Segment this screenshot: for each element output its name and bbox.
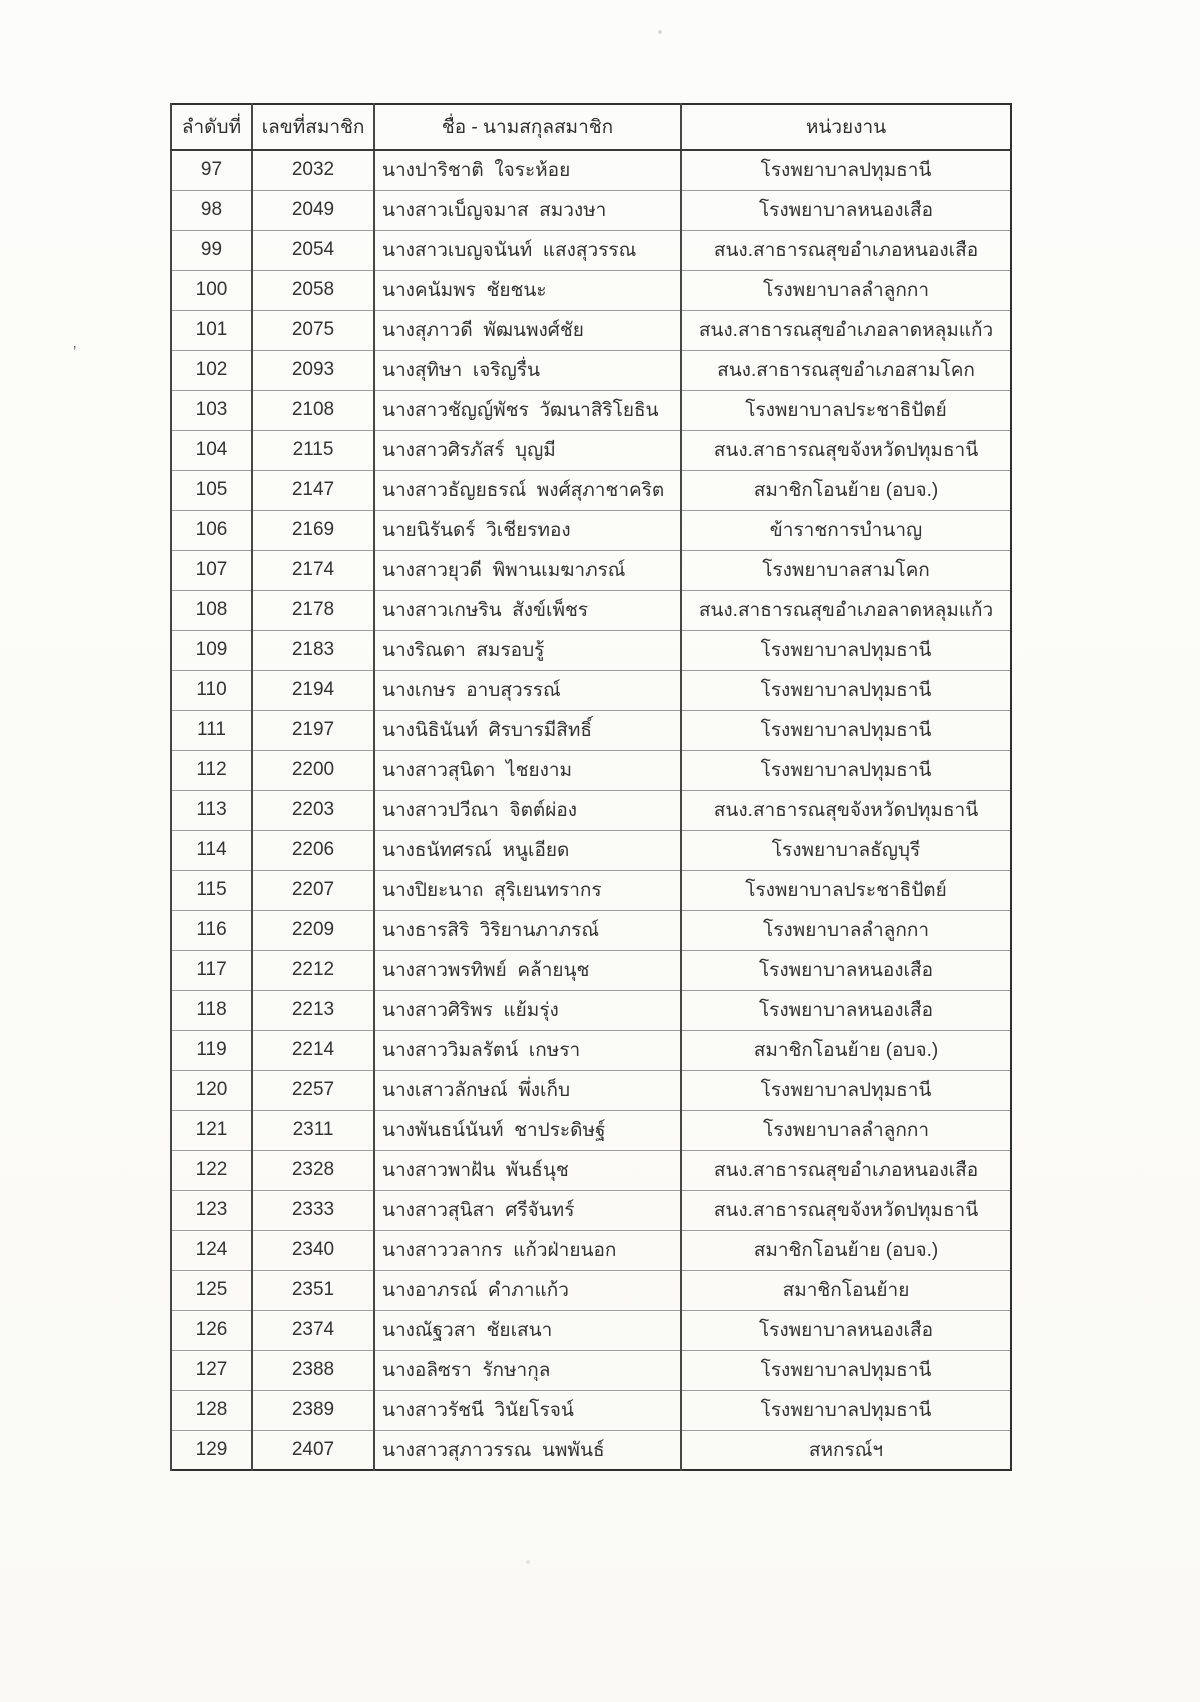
order-number-cell: 129: [171, 1430, 252, 1470]
table-row: [171, 150, 1011, 190]
table-row: [171, 1070, 1011, 1110]
order-number-cell: 127: [171, 1350, 252, 1390]
order-number-cell: 106: [171, 510, 252, 550]
member-name-cell: นางสุทิษา เจริญรื่น: [374, 350, 681, 390]
unit-cell: สมาชิกโอนย้าย (อบจ.): [681, 1230, 1011, 1270]
table-row: [171, 550, 1011, 590]
member-name-cell: นางสาวพาฝัน พันธ์นุช: [374, 1150, 681, 1190]
member-number-cell: 2374: [252, 1310, 374, 1350]
member-number-cell: 2115: [252, 430, 374, 470]
order-number-cell: 109: [171, 630, 252, 670]
member-number-cell: 2093: [252, 350, 374, 390]
member-name-cell: นางเสาวลักษณ์ พึ่งเก็บ: [374, 1070, 681, 1110]
member-name-cell: นางสาววลากร แก้วฝ่ายนอก: [374, 1230, 681, 1270]
member-number-cell: 2257: [252, 1070, 374, 1110]
order-number-cell: 124: [171, 1230, 252, 1270]
unit-cell: สมาชิกโอนย้าย (อบจ.): [681, 470, 1011, 510]
member-number-cell: 2075: [252, 310, 374, 350]
member-number-cell: 2212: [252, 950, 374, 990]
order-number-cell: 126: [171, 1310, 252, 1350]
unit-cell: โรงพยาบาลหนองเสือ: [681, 950, 1011, 990]
member-number-cell: 2311: [252, 1110, 374, 1150]
table-row: [171, 350, 1011, 390]
member-name-cell: นางปาริชาติ ใจระห้อย: [374, 150, 681, 190]
table-row: [171, 750, 1011, 790]
unit-cell: โรงพยาบาลลำลูกกา: [681, 910, 1011, 950]
table-row: [171, 190, 1011, 230]
unit-cell: สนง.สาธารณสุขจังหวัดปทุมธานี: [681, 790, 1011, 830]
column-header-member-no: เลขที่สมาชิก: [252, 104, 374, 150]
table-row: [171, 470, 1011, 510]
member-number-cell: 2389: [252, 1390, 374, 1430]
member-number-cell: 2197: [252, 710, 374, 750]
table-row: [171, 790, 1011, 830]
member-name-cell: นางณัฐวสา ชัยเสนา: [374, 1310, 681, 1350]
order-number-cell: 99: [171, 230, 252, 270]
unit-cell: สนง.สาธารณสุขจังหวัดปทุมธานี: [681, 430, 1011, 470]
unit-cell: โรงพยาบาลประชาธิปัตย์: [681, 870, 1011, 910]
order-number-cell: 107: [171, 550, 252, 590]
unit-cell: โรงพยาบาลสามโคก: [681, 550, 1011, 590]
order-number-cell: 98: [171, 190, 252, 230]
column-header-order-no: ลำดับที่: [171, 104, 252, 150]
member-name-cell: นางอลิซรา รักษากุล: [374, 1350, 681, 1390]
member-name-cell: นางสาวชัญญ์พัชร วัฒนาสิริโยธิน: [374, 390, 681, 430]
table-row: [171, 310, 1011, 350]
member-name-cell: นางสาวสุนิดา ไชยงาม: [374, 750, 681, 790]
table-row: [171, 710, 1011, 750]
table-row: [171, 870, 1011, 910]
table-row: [171, 390, 1011, 430]
member-number-cell: 2147: [252, 470, 374, 510]
order-number-cell: 114: [171, 830, 252, 870]
member-number-cell: 2340: [252, 1230, 374, 1270]
unit-cell: โรงพยาบาลหนองเสือ: [681, 1310, 1011, 1350]
member-name-cell: นางอาภรณ์ คำภาแก้ว: [374, 1270, 681, 1310]
member-number-cell: 2213: [252, 990, 374, 1030]
order-number-cell: 102: [171, 350, 252, 390]
member-name-cell: นางสาวเบ็ญจมาส สมวงษา: [374, 190, 681, 230]
unit-cell: โรงพยาบาลหนองเสือ: [681, 990, 1011, 1030]
table-row: [171, 1350, 1011, 1390]
order-number-cell: 97: [171, 150, 252, 190]
unit-cell: โรงพยาบาลปทุมธานี: [681, 1350, 1011, 1390]
member-name-cell: นางพันธน์นันท์ ชาประดิษฐ์: [374, 1110, 681, 1150]
table-row: [171, 430, 1011, 470]
column-header-member-name: ชื่อ - นามสกุลสมาชิก: [374, 104, 681, 150]
order-number-cell: 120: [171, 1070, 252, 1110]
order-number-cell: 100: [171, 270, 252, 310]
unit-cell: โรงพยาบาลปทุมธานี: [681, 150, 1011, 190]
scan-artifact-mark: ’: [73, 343, 77, 360]
member-number-cell: 2178: [252, 590, 374, 630]
order-number-cell: 119: [171, 1030, 252, 1070]
unit-cell: โรงพยาบาลลำลูกกา: [681, 270, 1011, 310]
unit-cell: โรงพยาบาลหนองเสือ: [681, 190, 1011, 230]
member-name-cell: นางสาวเกษริน สังข์เพ็ชร: [374, 590, 681, 630]
order-number-cell: 111: [171, 710, 252, 750]
unit-cell: สนง.สาธารณสุขจังหวัดปทุมธานี: [681, 1190, 1011, 1230]
member-name-cell: นางสาวปวีณา จิตต์ผ่อง: [374, 790, 681, 830]
table-row: [171, 830, 1011, 870]
member-number-cell: 2214: [252, 1030, 374, 1070]
member-number-cell: 2206: [252, 830, 374, 870]
member-number-cell: 2058: [252, 270, 374, 310]
member-name-cell: นางนิธินันท์ ศิรบารมีสิทธิ์: [374, 710, 681, 750]
unit-cell: สนง.สาธารณสุขอำเภอหนองเสือ: [681, 230, 1011, 270]
unit-cell: โรงพยาบาลปทุมธานี: [681, 1390, 1011, 1430]
member-name-cell: นางสาววิมลรัตน์ เกษรา: [374, 1030, 681, 1070]
table-row: [171, 270, 1011, 310]
member-name-cell: นางสาวสุนิสา ศรีจันทร์: [374, 1190, 681, 1230]
order-number-cell: 123: [171, 1190, 252, 1230]
unit-cell: โรงพยาบาลปทุมธานี: [681, 1070, 1011, 1110]
member-table-body: [171, 150, 1011, 1470]
unit-cell: โรงพยาบาลประชาธิปัตย์: [681, 390, 1011, 430]
member-name-cell: นางสาวยุวดี พิพานเมฆาภรณ์: [374, 550, 681, 590]
member-name-cell: นางปิยะนาถ สุริเยนทรากร: [374, 870, 681, 910]
member-number-cell: 2194: [252, 670, 374, 710]
order-number-cell: 103: [171, 390, 252, 430]
table-row: [171, 1390, 1011, 1430]
unit-cell: สนง.สาธารณสุขอำเภอสามโคก: [681, 350, 1011, 390]
table-row: [171, 590, 1011, 630]
unit-cell: สนง.สาธารณสุขอำเภอลาดหลุมแก้ว: [681, 590, 1011, 630]
unit-cell: โรงพยาบาลลำลูกกา: [681, 1110, 1011, 1150]
member-name-cell: นางสาวรัชนี วินัยโรจน์: [374, 1390, 681, 1430]
unit-cell: สนง.สาธารณสุขอำเภอหนองเสือ: [681, 1150, 1011, 1190]
member-number-cell: 2108: [252, 390, 374, 430]
member-name-cell: นางสาวสุภาวรรณ นพพันธ์: [374, 1430, 681, 1470]
unit-cell: สนง.สาธารณสุขอำเภอลาดหลุมแก้ว: [681, 310, 1011, 350]
table-row: [171, 1310, 1011, 1350]
table-row: [171, 670, 1011, 710]
order-number-cell: 113: [171, 790, 252, 830]
table-row: [171, 1150, 1011, 1190]
member-number-cell: 2207: [252, 870, 374, 910]
table-row: [171, 230, 1011, 270]
order-number-cell: 104: [171, 430, 252, 470]
order-number-cell: 116: [171, 910, 252, 950]
table-row: [171, 950, 1011, 990]
member-name-cell: นางสาวเบญจนันท์ แสงสุวรรณ: [374, 230, 681, 270]
table-row: [171, 630, 1011, 670]
order-number-cell: 115: [171, 870, 252, 910]
unit-cell: โรงพยาบาลปทุมธานี: [681, 710, 1011, 750]
table-row: [171, 1230, 1011, 1270]
member-name-cell: นางคนัมพร ชัยชนะ: [374, 270, 681, 310]
member-number-cell: 2054: [252, 230, 374, 270]
table-row: [171, 910, 1011, 950]
order-number-cell: 101: [171, 310, 252, 350]
order-number-cell: 118: [171, 990, 252, 1030]
unit-cell: โรงพยาบาลปทุมธานี: [681, 630, 1011, 670]
member-name-cell: นางสาวพรทิพย์ คล้ายนุช: [374, 950, 681, 990]
table-row: [171, 1430, 1011, 1470]
member-number-cell: 2174: [252, 550, 374, 590]
member-name-cell: นายนิรันดร์ วิเชียรทอง: [374, 510, 681, 550]
member-name-cell: นางสาวศิริพร แย้มรุ่ง: [374, 990, 681, 1030]
column-header-unit: หน่วยงาน: [681, 104, 1011, 150]
member-number-cell: 2049: [252, 190, 374, 230]
table-row: [171, 1270, 1011, 1310]
table-row: [171, 510, 1011, 550]
member-number-cell: 2169: [252, 510, 374, 550]
member-name-cell: นางริณดา สมรอบรู้: [374, 630, 681, 670]
member-number-cell: 2407: [252, 1430, 374, 1470]
scan-artifact-speck: [658, 30, 662, 34]
scan-artifact-speck: [526, 1560, 530, 1564]
order-number-cell: 110: [171, 670, 252, 710]
member-number-cell: 2209: [252, 910, 374, 950]
member-number-cell: 2333: [252, 1190, 374, 1230]
table-header: [171, 104, 1011, 150]
member-name-cell: นางสุภาวดี พัฒนพงศ์ชัย: [374, 310, 681, 350]
order-number-cell: 105: [171, 470, 252, 510]
member-number-cell: 2203: [252, 790, 374, 830]
unit-cell: สหกรณ์ฯ: [681, 1430, 1011, 1470]
unit-cell: โรงพยาบาลปทุมธานี: [681, 750, 1011, 790]
member-name-cell: นางสาวศิรภัสร์ บุญมี: [374, 430, 681, 470]
order-number-cell: 128: [171, 1390, 252, 1430]
order-number-cell: 112: [171, 750, 252, 790]
order-number-cell: 108: [171, 590, 252, 630]
member-name-cell: นางเกษร อาบสุวรรณ์: [374, 670, 681, 710]
member-number-cell: 2200: [252, 750, 374, 790]
unit-cell: สมาชิกโอนย้าย (อบจ.): [681, 1030, 1011, 1070]
order-number-cell: 117: [171, 950, 252, 990]
member-name-cell: นางธนัทศรณ์ หนูเอียด: [374, 830, 681, 870]
member-name-cell: นางสาวธัญยธรณ์ พงศ์สุภาชาคริต: [374, 470, 681, 510]
order-number-cell: 125: [171, 1270, 252, 1310]
unit-cell: โรงพยาบาลปทุมธานี: [681, 670, 1011, 710]
table-row: [171, 1030, 1011, 1070]
unit-cell: สมาชิกโอนย้าย: [681, 1270, 1011, 1310]
order-number-cell: 121: [171, 1110, 252, 1150]
table-row: [171, 990, 1011, 1030]
member-number-cell: 2388: [252, 1350, 374, 1390]
table-row: [171, 1190, 1011, 1230]
member-number-cell: 2183: [252, 630, 374, 670]
table-row: [171, 1110, 1011, 1150]
member-list-table: [170, 103, 1012, 1471]
member-number-cell: 2351: [252, 1270, 374, 1310]
order-number-cell: 122: [171, 1150, 252, 1190]
member-name-cell: นางธารสิริ วิริยานภาภรณ์: [374, 910, 681, 950]
unit-cell: โรงพยาบาลธัญบุรี: [681, 830, 1011, 870]
unit-cell: ข้าราชการบำนาญ: [681, 510, 1011, 550]
member-number-cell: 2032: [252, 150, 374, 190]
member-number-cell: 2328: [252, 1150, 374, 1190]
